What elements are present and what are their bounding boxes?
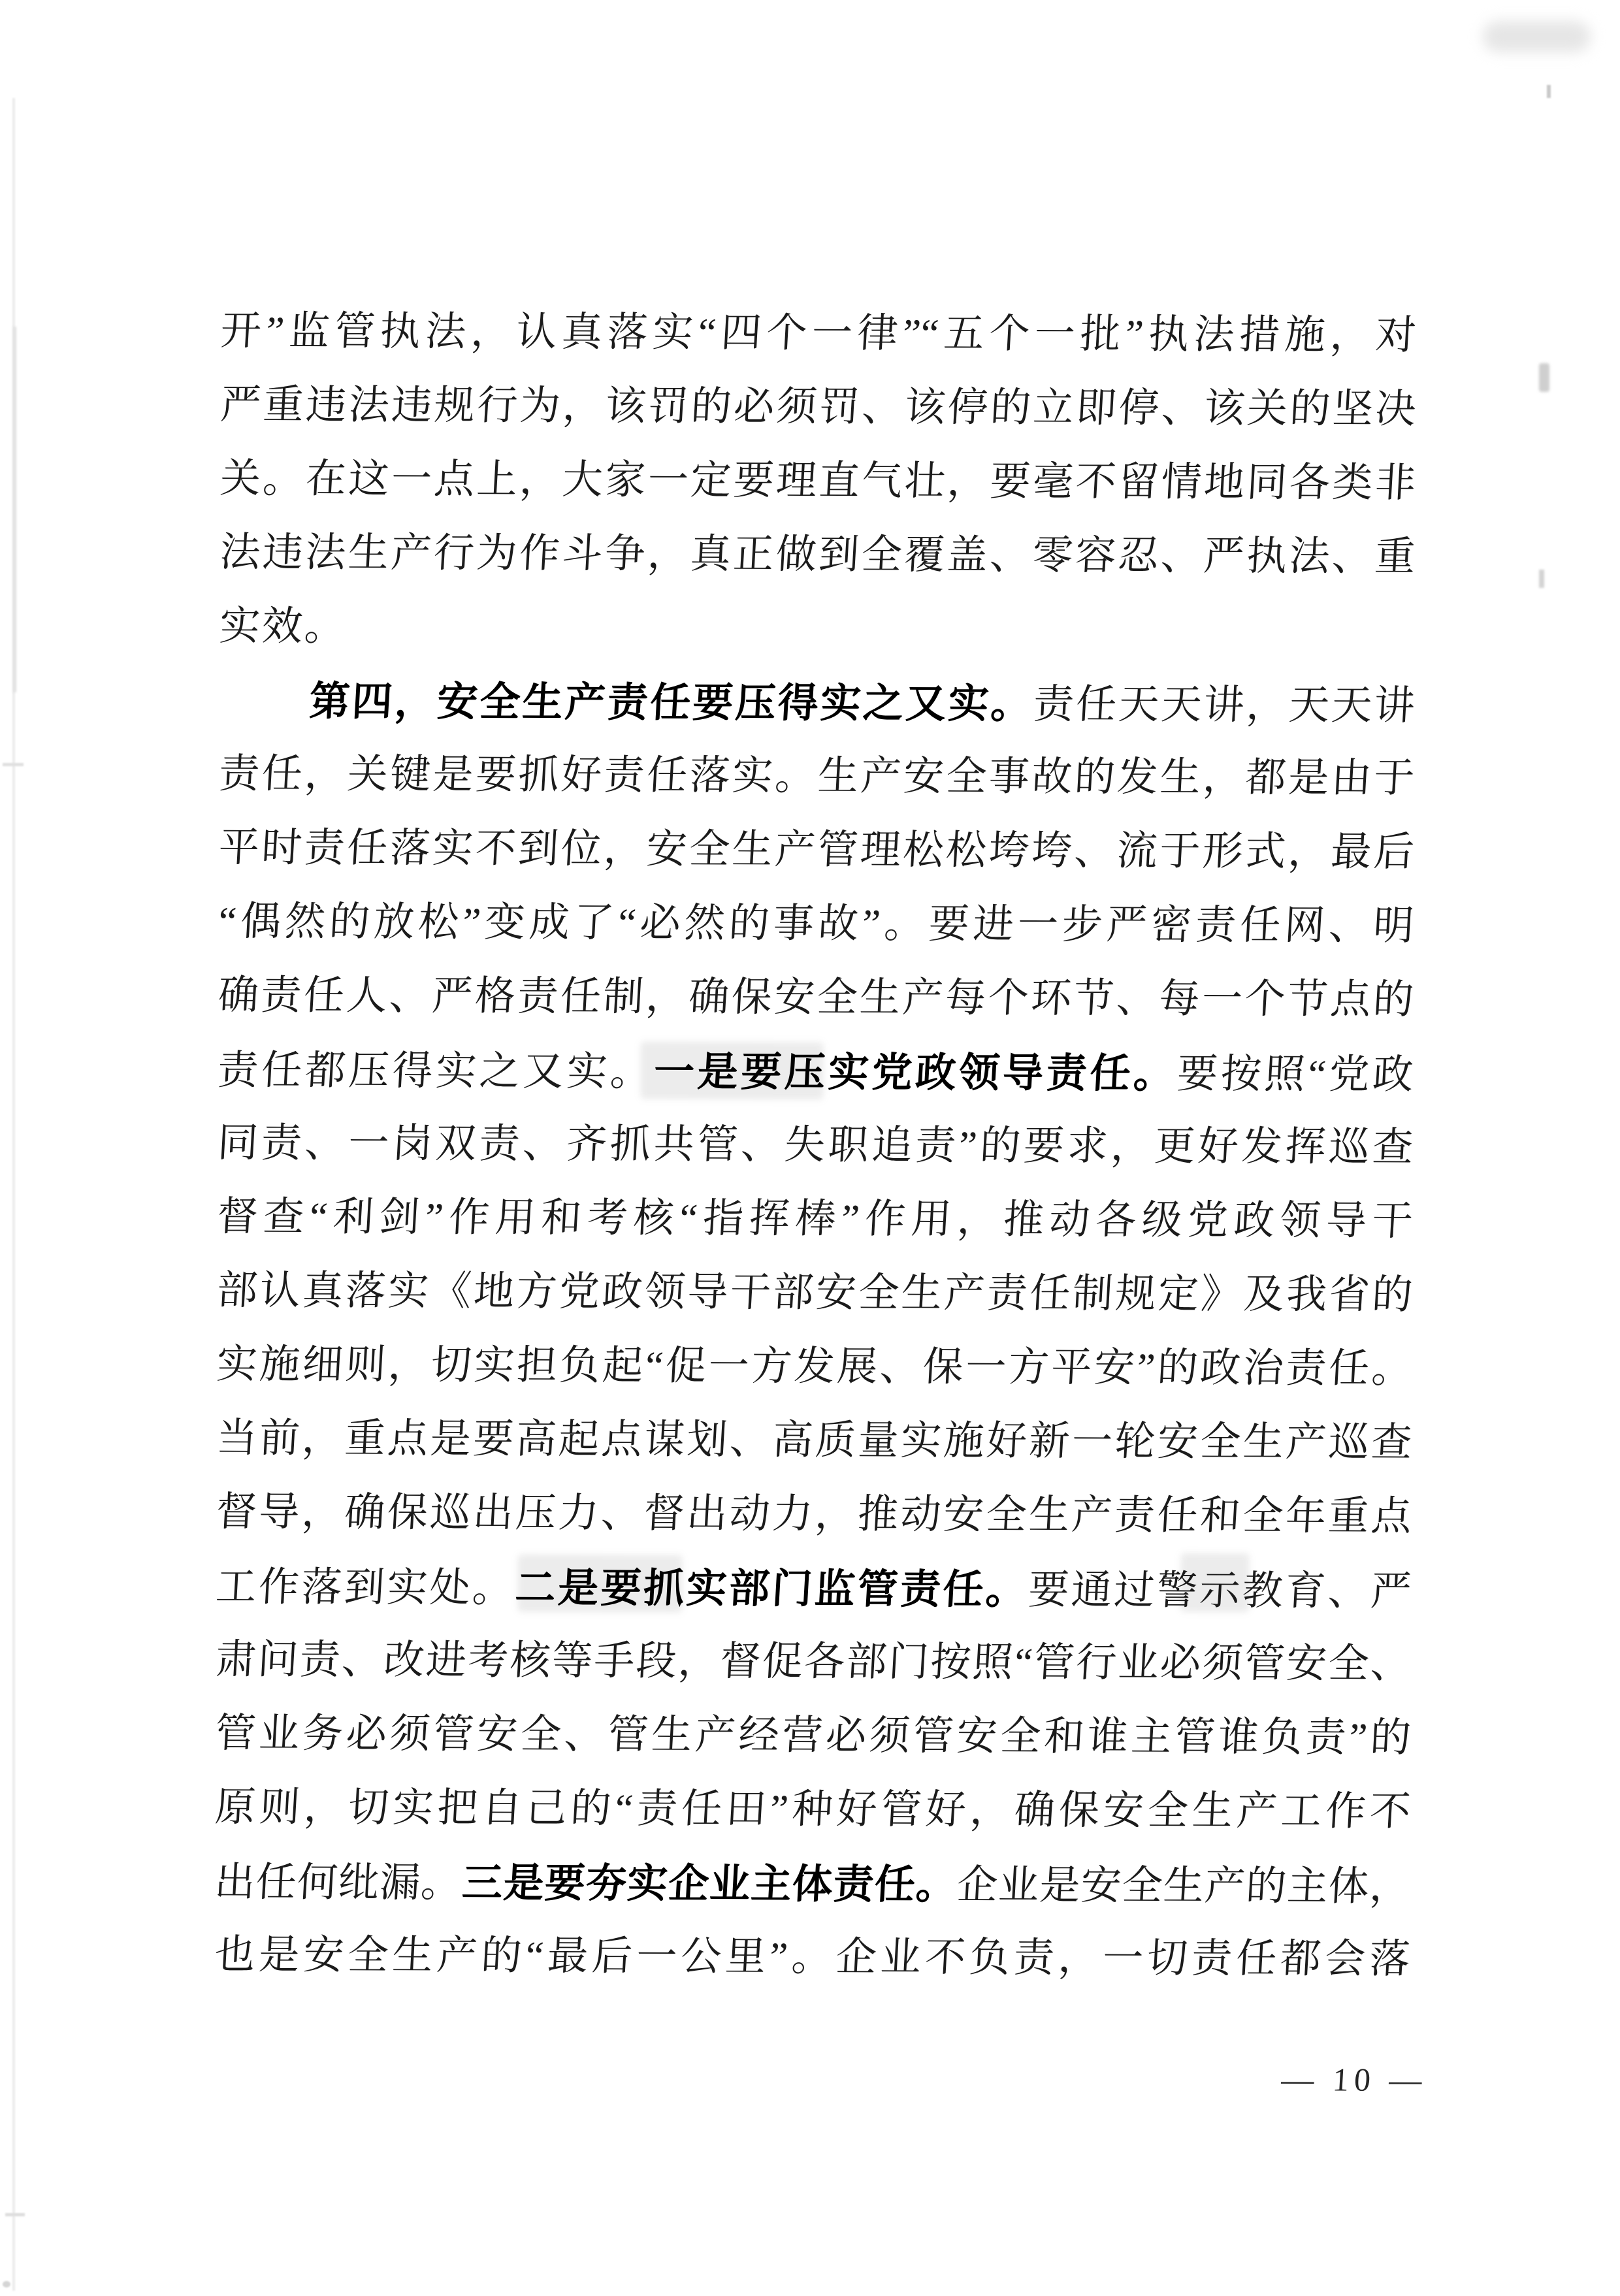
text-line — [218, 442, 1418, 521]
text-line — [214, 1549, 1413, 1628]
text-line — [218, 516, 1417, 594]
page-number: — 10 — — [1280, 2061, 1429, 2099]
text-line — [213, 1771, 1412, 1849]
bold-heading-run: 一是要压实党政领导责任。 — [653, 1047, 1179, 1097]
text-segment: 肃问责、改进考核等手段，督促各部门按照“管行业必须管安全、 — [214, 1637, 1412, 1687]
text-segment: 要按照“党政 — [1176, 1052, 1415, 1098]
bold-heading-run: 二是要抓实部门监管责任。 — [513, 1563, 1030, 1613]
text-line — [219, 295, 1418, 373]
bold-heading-run: 三是要夯实企业主体责任。 — [461, 1858, 959, 1909]
text-segment: 同责、一岗双责、齐抓共管、失职追责”的要求，更好发挥巡查 — [216, 1120, 1415, 1171]
text-line — [213, 1697, 1412, 1775]
text-line — [218, 664, 1417, 742]
text-line — [216, 885, 1416, 963]
text-line — [214, 1476, 1414, 1554]
text-line — [216, 959, 1416, 1037]
text-line — [218, 368, 1418, 447]
text-segment: 出任何纰漏。 — [213, 1860, 464, 1906]
text-segment: 管业务必须管安全、管生产经营必须管安全和谁主管谁负责”的 — [214, 1711, 1412, 1760]
text-line — [213, 1845, 1412, 1923]
text-segment: 责任天天讲，天天讲 — [1032, 682, 1416, 729]
text-segment: 责任，关键是要抓好责任落实。生产安全事故的发生，都是由于 — [218, 751, 1416, 801]
text-segment: “偶然的放松”变成了“必然的事故”。要进一步严密责任网、明 — [217, 899, 1416, 949]
text-segment: 责任都压得实之又实。 — [216, 1048, 655, 1095]
bold-heading-run: 第四，安全生产责任要压得实之又实。 — [308, 677, 1035, 728]
text-segment: 企业是安全生产的主体， — [956, 1863, 1412, 1909]
text-segment: 实效。 — [218, 604, 349, 649]
text-line — [215, 1254, 1414, 1333]
text-segment: 开”监管执法，认真落实“四个一律”“五个一批”执法措施，对 — [219, 308, 1418, 359]
text-line — [217, 737, 1416, 816]
text-segment: 确责任人、严格责任制，确保安全生产每个环节、每一个节点的 — [217, 973, 1415, 1023]
text-segment: 也是安全生产的“最后一公里”。企业不负责，一切责任都会落 — [213, 1932, 1412, 1982]
text-line — [217, 811, 1416, 890]
document-text-block — [214, 295, 1416, 1997]
text-segment: 工作落到实处。 — [214, 1564, 517, 1611]
text-segment: 督查“利剑”作用和考核“指挥棒”作用，推动各级党政领导干 — [216, 1194, 1414, 1244]
text-segment: 部认真落实《地方党政领导干部安全生产责任制规定》及我省的 — [216, 1268, 1414, 1318]
text-segment: 当前，重点是要高起点谋划、高质量实施好新一轮安全生产巡查 — [215, 1415, 1414, 1465]
text-segment: 法违法生产行为作斗争，真正做到全覆盖、零容忍、严执法、重 — [218, 530, 1417, 580]
text-line — [214, 1623, 1413, 1702]
text-segment: 关。在这一点上，大家一定要理直气壮，要毫不留情地同各类非 — [219, 456, 1417, 506]
text-line — [218, 590, 1417, 668]
text-segment: 督导，确保巡出压力、督出动力，推动安全生产责任和全年重点 — [215, 1489, 1413, 1539]
text-line — [216, 1033, 1415, 1111]
text-segment: 实施细则，切实担负起“促一方发展、保一方平安”的政治责任。 — [215, 1342, 1414, 1391]
text-line — [215, 1328, 1414, 1406]
text-line — [212, 1918, 1412, 1997]
text-line — [216, 1107, 1415, 1185]
text-segment: 原则，切实把自己的“责任田”种好管好，确保安全生产工作不 — [214, 1785, 1412, 1834]
text-line — [215, 1180, 1414, 1259]
text-segment: 要通过警示教育、严 — [1027, 1568, 1413, 1614]
text-segment: 严重违法违规行为，该罚的必须罚、该停的立即停、该关的坚决 — [219, 382, 1418, 432]
text-line — [214, 1402, 1414, 1480]
text-segment: 平时责任落实不到位，安全生产管理松松垮垮、流于形式，最后 — [217, 825, 1416, 875]
